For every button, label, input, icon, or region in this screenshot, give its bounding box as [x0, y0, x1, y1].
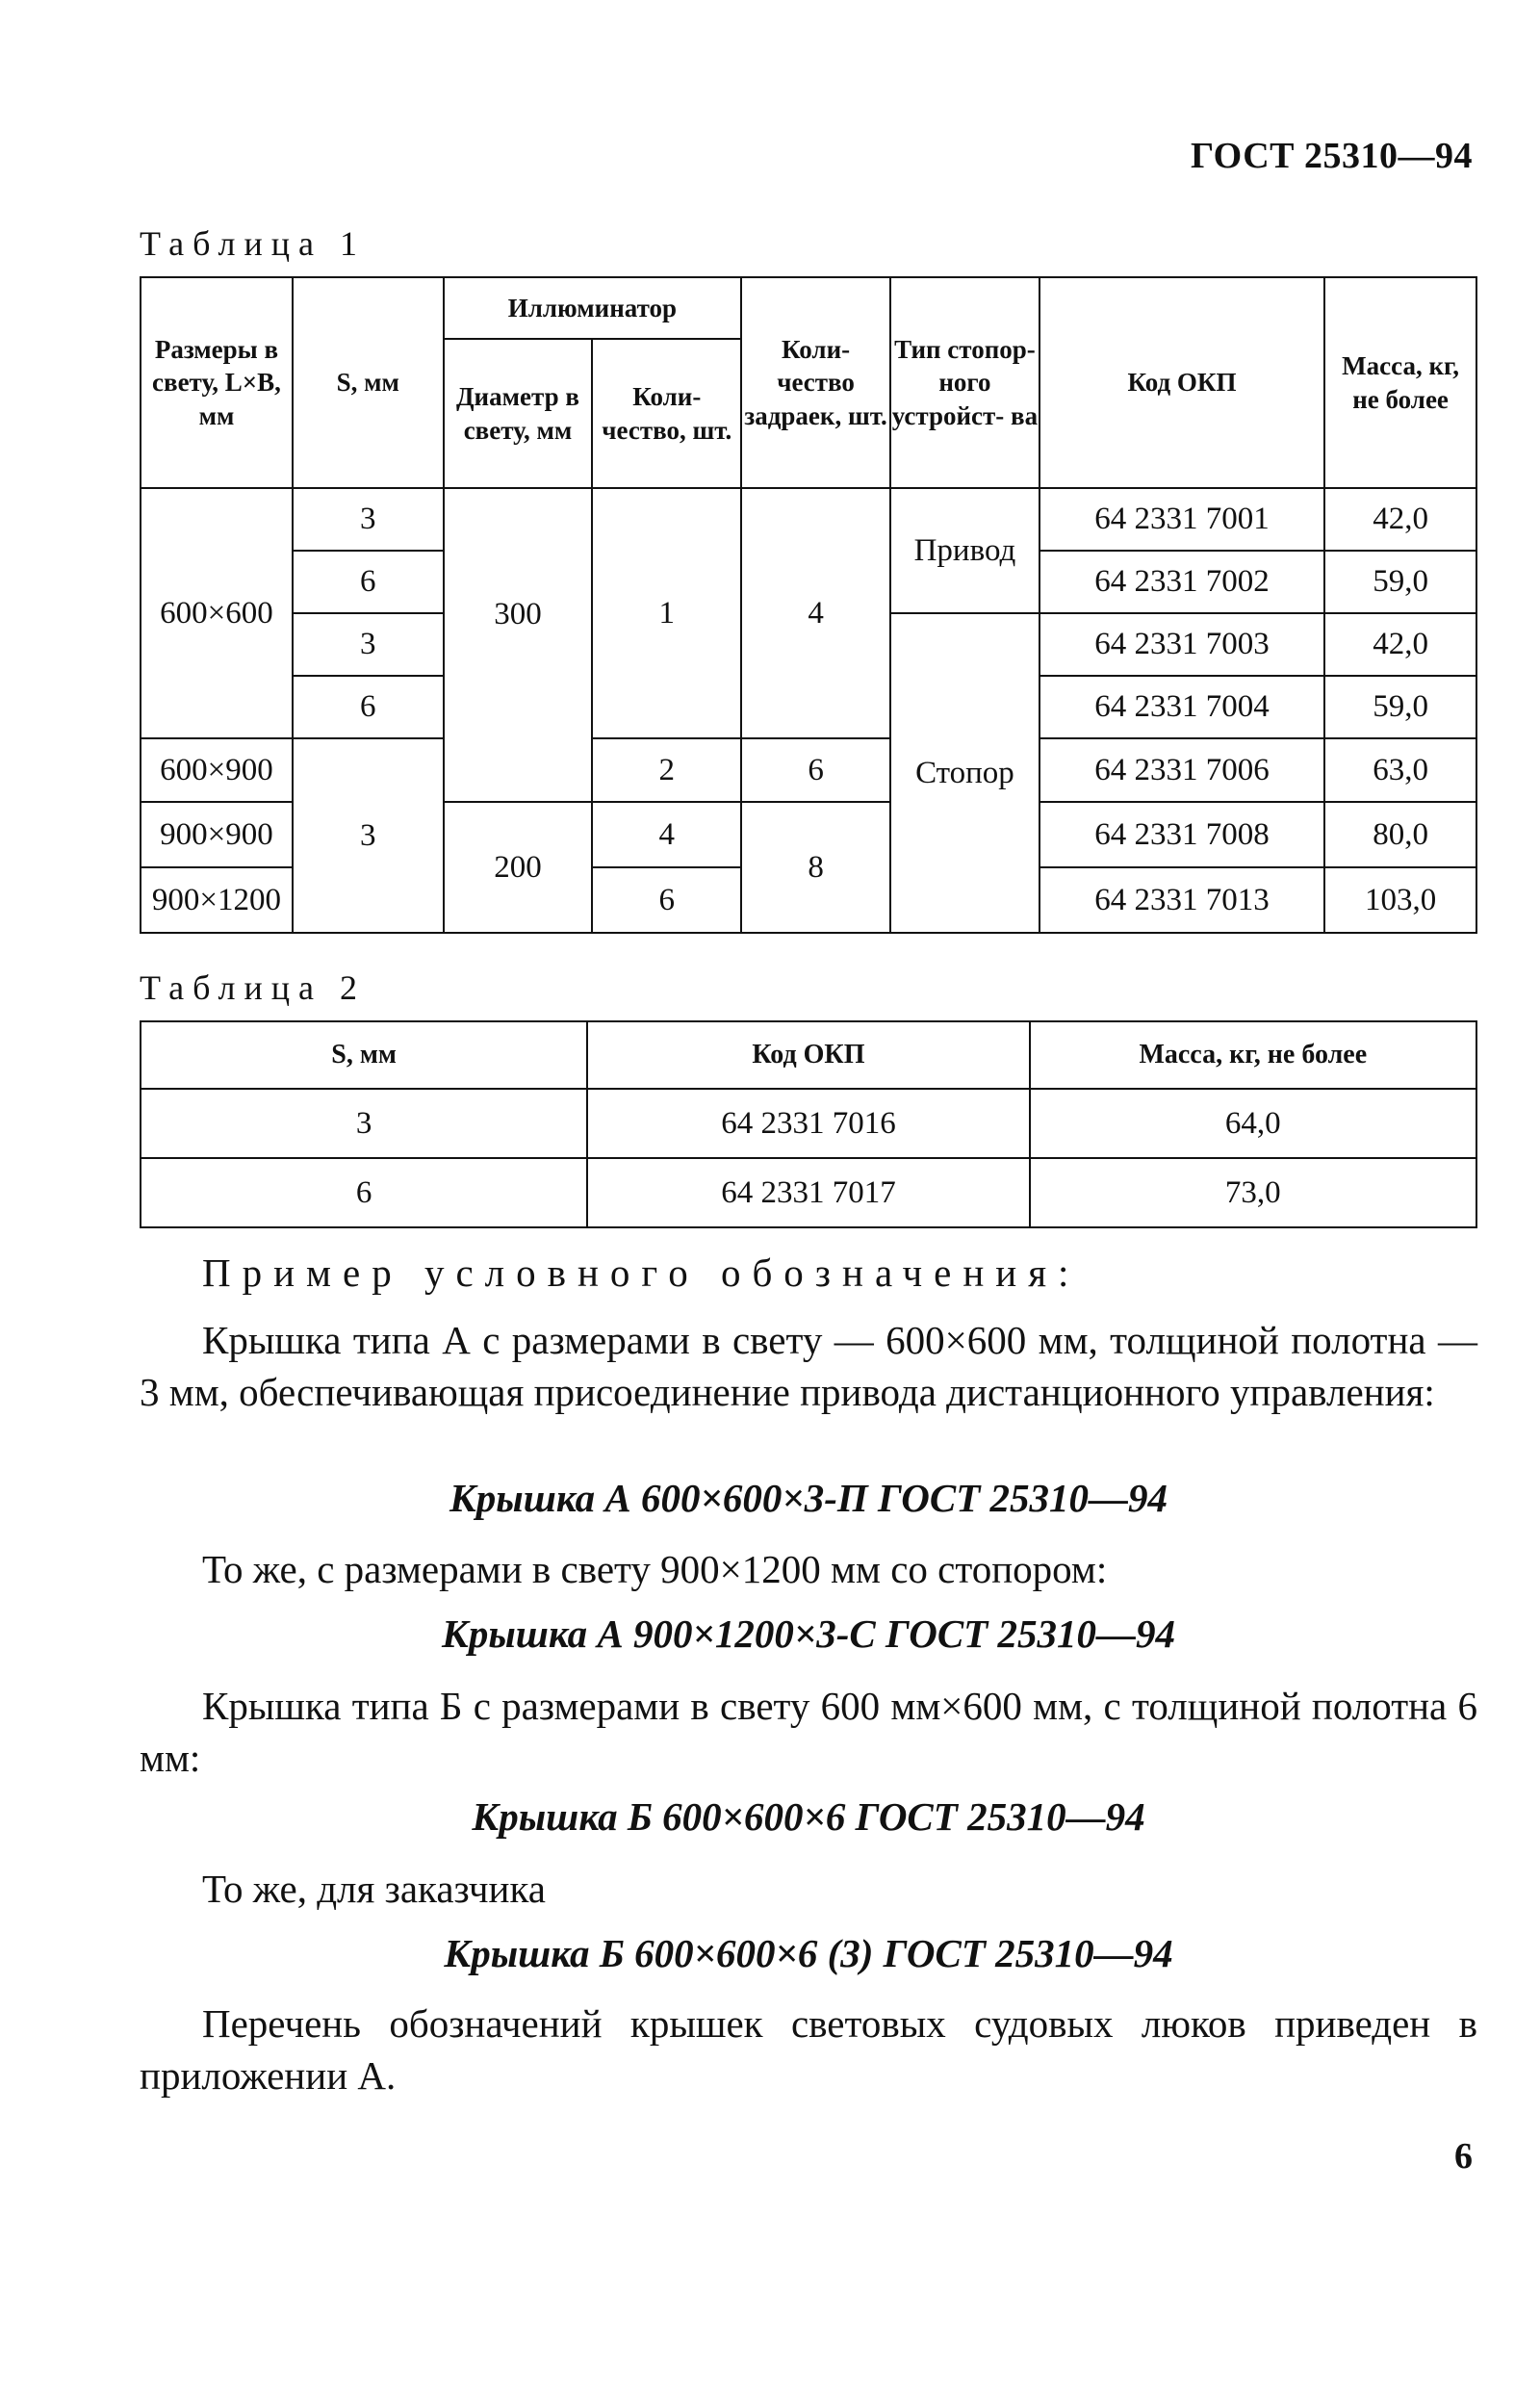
cell-okp: 64 2331 7003 — [1040, 613, 1324, 676]
cell-ill-count: 2 — [592, 738, 741, 802]
cell-s: 3 — [293, 613, 444, 676]
cell-okp: 64 2331 7004 — [1040, 676, 1324, 738]
paragraph-4: То же, для заказчика — [202, 1867, 546, 1911]
t2-cell-okp: 64 2331 7016 — [587, 1089, 1029, 1158]
standard-header: ГОСТ 25310—94 — [1190, 136, 1473, 176]
cell-mass: 59,0 — [1324, 551, 1476, 613]
cell-stopper-type: Привод — [890, 488, 1040, 613]
paragraph-2: То же, с размерами в свету 900×1200 мм со стопором: — [202, 1547, 1108, 1591]
cell-okp: 64 2331 7008 — [1040, 802, 1324, 867]
cell-mass: 59,0 — [1324, 676, 1476, 738]
cell-mass: 103,0 — [1324, 867, 1476, 933]
header-okp: Код ОКП — [1040, 277, 1324, 488]
cell-s: 6 — [293, 551, 444, 613]
cell-okp: 64 2331 7013 — [1040, 867, 1324, 933]
table2 — [140, 1020, 1477, 1228]
designation-4: Крышка Б 600×600×6 (3) ГОСТ 25310—94 — [444, 1931, 1173, 1975]
cell-size: 900×900 — [141, 802, 293, 867]
cell-dog-count: 6 — [741, 738, 890, 802]
t2-header-mass: Масса, кг, не более — [1030, 1021, 1476, 1089]
cell-ill-count: 4 — [592, 802, 741, 867]
cell-okp: 64 2331 7006 — [1040, 738, 1324, 802]
cell-dog-count: 4 — [741, 488, 890, 738]
paragraph-1: Крышка типа А с размерами в свету — 600×600 мм, толщиной полотна — 3 мм, обеспечивающая присоединение привода дистанционного управления: — [140, 1318, 1477, 1414]
cell-s: 3 — [293, 488, 444, 551]
table1-caption: Таблица 1 — [140, 224, 366, 263]
cell-okp: 64 2331 7001 — [1040, 488, 1324, 551]
t2-header-s: S, мм — [141, 1021, 587, 1089]
paragraph-5: Перечень обозначений крышек световых судовых люков приведен в приложении А. — [140, 2001, 1477, 2098]
cell-s: 6 — [293, 676, 444, 738]
header-illuminator: Иллюминатор — [444, 277, 742, 339]
designation-1: Крышка А 600×600×3-П ГОСТ 25310—94 — [449, 1476, 1168, 1520]
table1 — [140, 276, 1477, 934]
table2-caption: Таблица 2 — [140, 968, 366, 1007]
cell-mass: 42,0 — [1324, 488, 1476, 551]
designation-3: Крышка Б 600×600×6 ГОСТ 25310—94 — [472, 1794, 1145, 1839]
cell-okp: 64 2331 7002 — [1040, 551, 1324, 613]
t2-cell-okp: 64 2331 7017 — [587, 1158, 1029, 1227]
cell-size: 900×1200 — [141, 867, 293, 933]
t2-header-okp: Код ОКП — [587, 1021, 1029, 1089]
cell-size: 600×900 — [141, 738, 293, 802]
cell-stopper-type: Стопор — [890, 613, 1040, 933]
header-diameter: Диаметр в свету, мм — [444, 339, 593, 488]
cell-dog-count: 8 — [741, 802, 890, 933]
cell-ill-count: 1 — [592, 488, 741, 738]
paragraph-3: Крышка типа Б с размерами в свету 600 мм×600 мм, с толщиной полотна 6 мм: — [140, 1684, 1477, 1780]
header-dog-count: Коли- чество задраек, шт. — [741, 277, 890, 488]
cell-mass: 80,0 — [1324, 802, 1476, 867]
table-row — [141, 1089, 1476, 1158]
table-row — [141, 1158, 1476, 1227]
cell-mass: 63,0 — [1324, 738, 1476, 802]
designation-2: Крышка А 900×1200×3-С ГОСТ 25310—94 — [442, 1611, 1175, 1656]
example-heading: Пример условного обозначения: — [202, 1250, 1081, 1295]
cell-diameter: 300 — [444, 488, 593, 802]
cell-ill-count: 6 — [592, 867, 741, 933]
header-stopper-type: Тип стопор- ного устройст- ва — [890, 277, 1040, 488]
t2-cell-mass: 73,0 — [1030, 1158, 1476, 1227]
cell-mass: 42,0 — [1324, 613, 1476, 676]
header-s: S, мм — [293, 277, 444, 488]
t2-cell-mass: 64,0 — [1030, 1089, 1476, 1158]
cell-diameter: 200 — [444, 802, 593, 933]
page-number: 6 — [1454, 2136, 1473, 2177]
t2-cell-s: 3 — [141, 1089, 587, 1158]
t2-cell-s: 6 — [141, 1158, 587, 1227]
cell-size: 600×600 — [141, 488, 293, 738]
header-mass: Масса, кг, не более — [1324, 277, 1476, 488]
header-sizes: Размеры в свету, L×B, мм — [141, 277, 293, 488]
cell-s: 3 — [293, 738, 444, 933]
header-ill-count: Коли- чество, шт. — [592, 339, 741, 488]
